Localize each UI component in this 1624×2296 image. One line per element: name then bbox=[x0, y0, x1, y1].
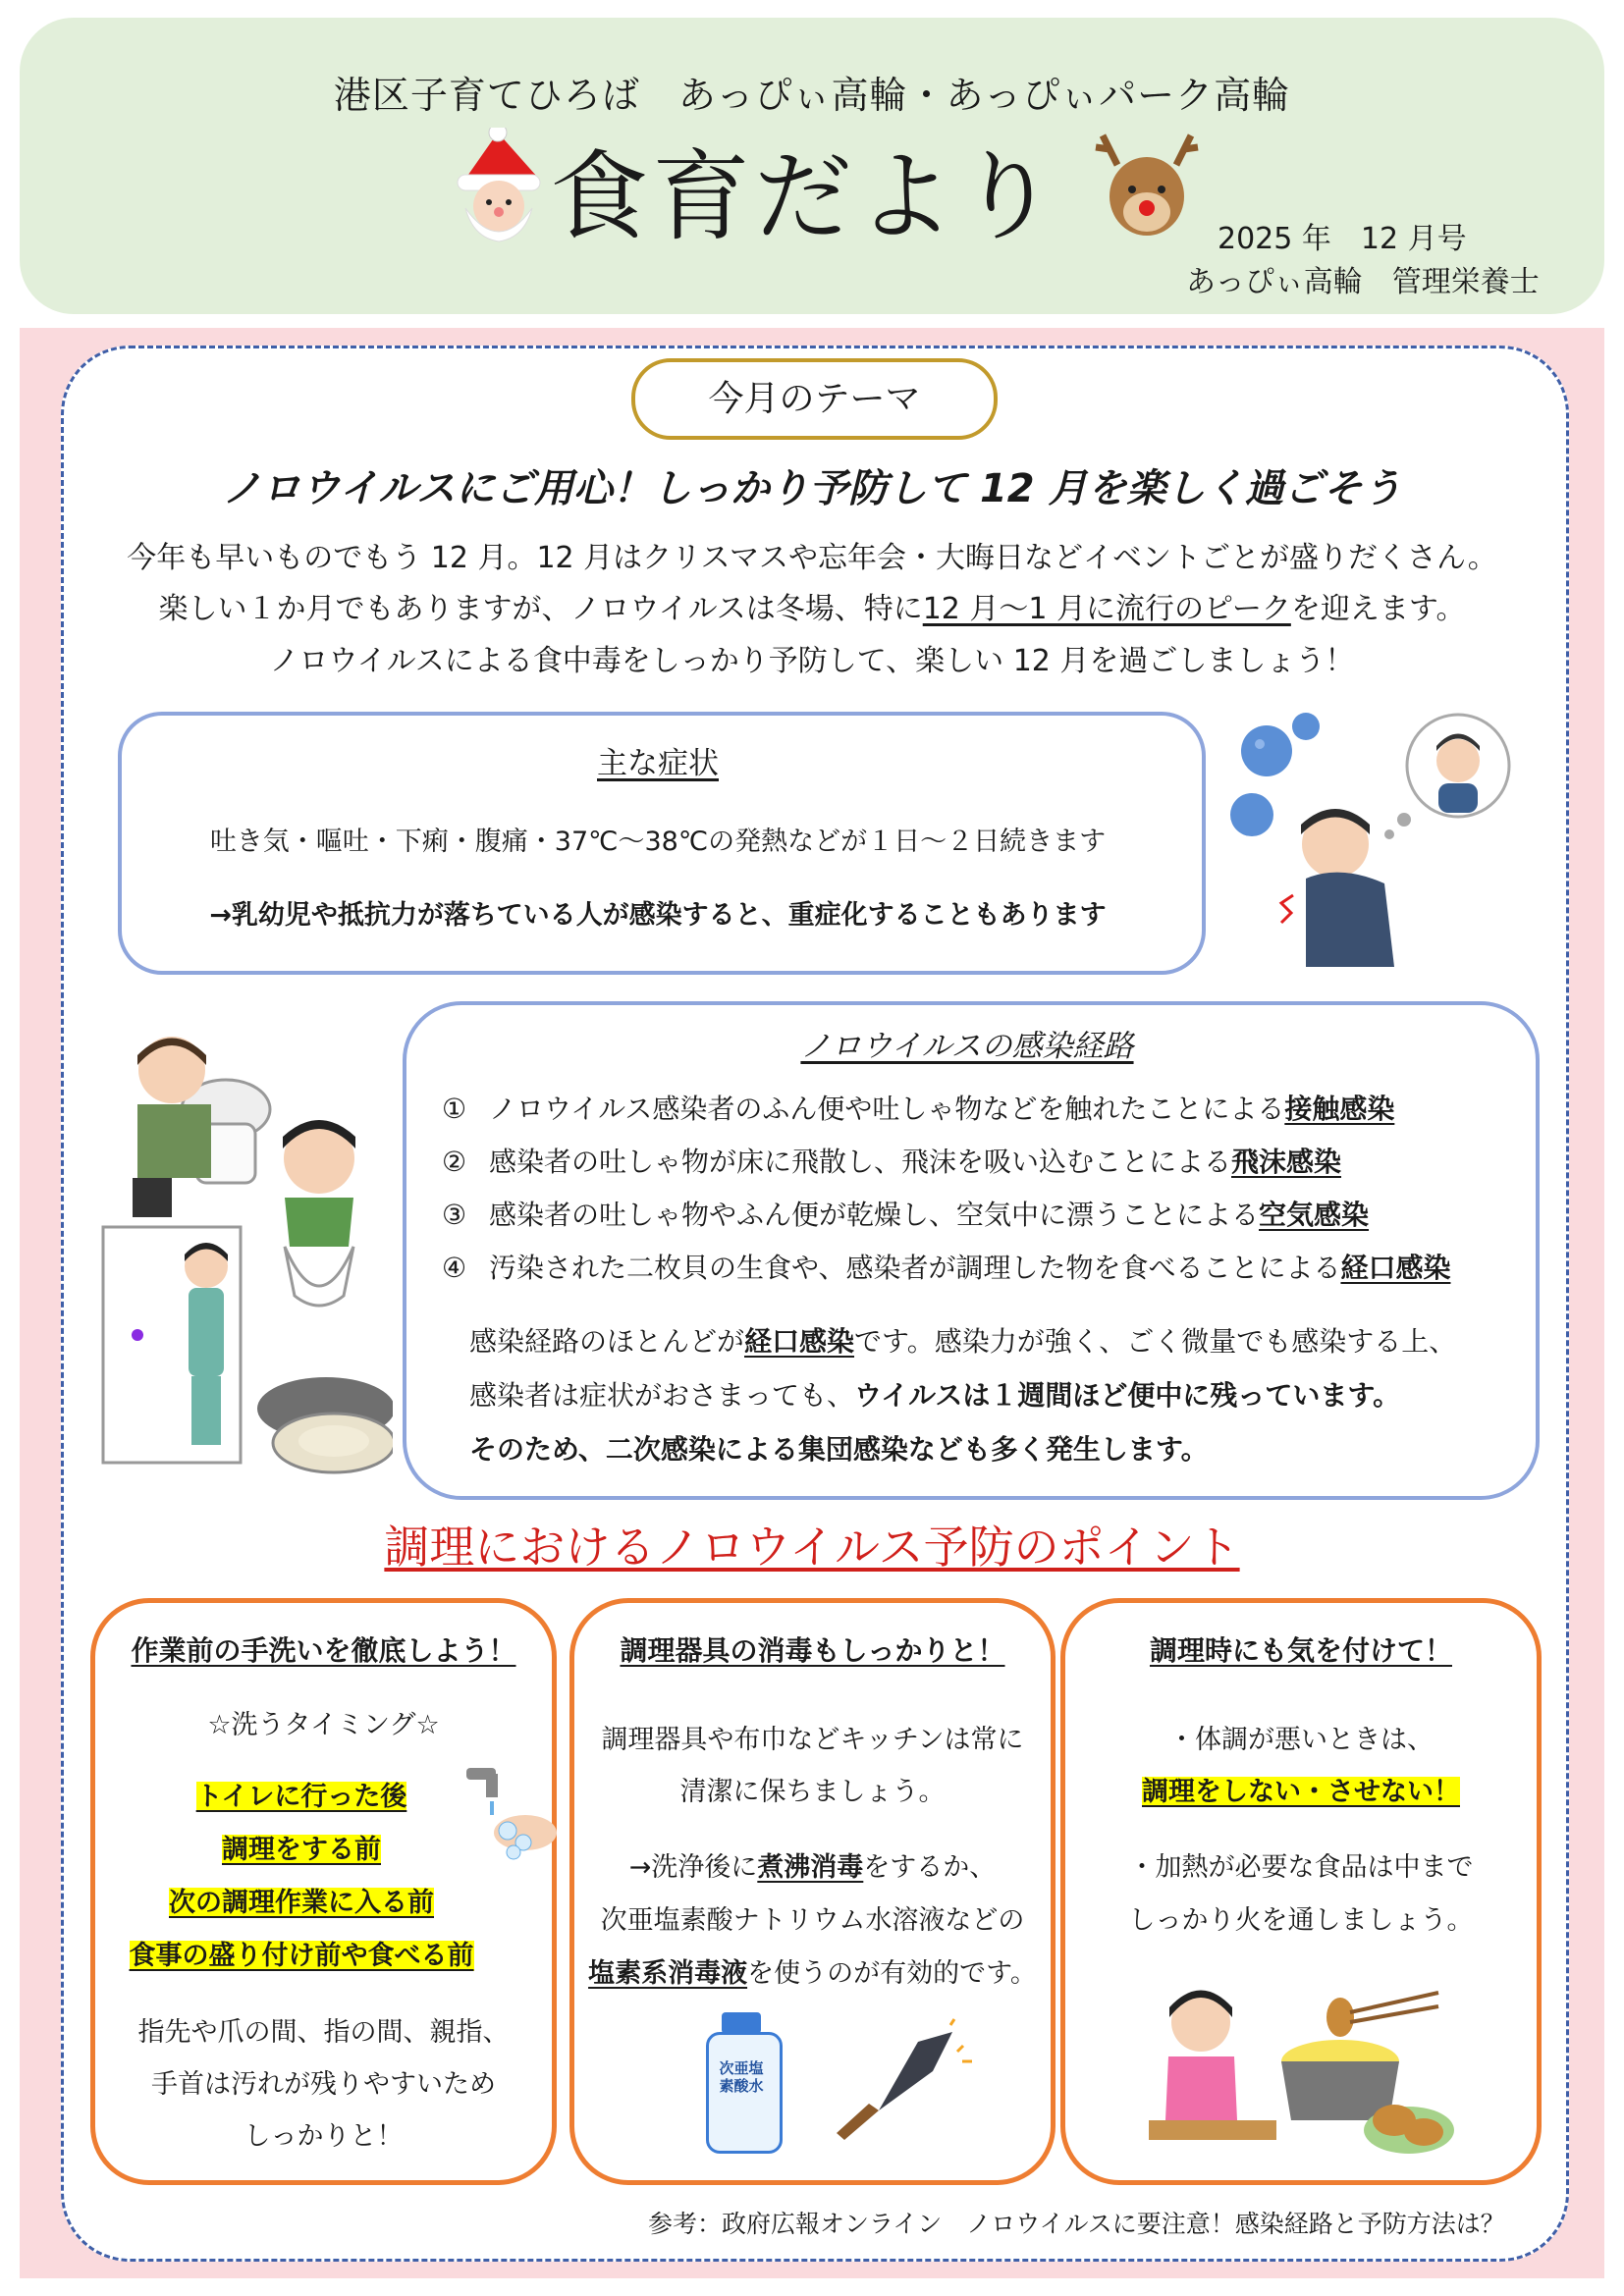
route-key: 飛沫感染 bbox=[1231, 1146, 1342, 1178]
wash-timing: ☆洗うタイミング☆ bbox=[207, 1710, 440, 1740]
timing-item bbox=[90, 1828, 513, 1866]
intro-line-2a: 楽しい１か月でもありますが、ノロウイルスは冬場、特に bbox=[158, 592, 923, 626]
symptoms-text: 吐き気・嘔吐・下痢・腹痛・37℃～38℃の発熱などが１日～２日続きます bbox=[209, 827, 1107, 857]
routes-note-2 bbox=[469, 1374, 1400, 1414]
route-number: ② bbox=[442, 1146, 467, 1178]
disinfectant-bottle-icon bbox=[702, 2012, 781, 2150]
route-item bbox=[442, 1247, 1450, 1286]
route-text: ノロウイルス感染者のふん便や吐しゃ物などを触れたことによる bbox=[489, 1093, 1285, 1125]
intro-line-3: ノロウイルスによる食中毒をしっかり予防して、楽しい 12 月を過ごしましょう！ bbox=[269, 644, 1355, 678]
sanitize-title: 調理器具の消毒もしっかりと！ bbox=[620, 1634, 1005, 1667]
do-not-cook-highlight: 調理をしない・させない！ bbox=[1142, 1777, 1460, 1807]
theme-label: 今月のテーマ bbox=[631, 358, 998, 440]
routes-note-1b: 経口感染 bbox=[744, 1325, 855, 1358]
sick-children-illustration bbox=[98, 1021, 393, 1482]
handwash-note-2: 手首は汚れが残りやすいため bbox=[151, 2069, 496, 2100]
theme-headline: ノロウイルスにご用心！しっかり予防して 12 月を楽しく過ごそう bbox=[222, 466, 1402, 511]
sick-person-illustration bbox=[1222, 707, 1546, 982]
intro-line-1: 今年も早いものでもう 12 月。12 月はクリスマスや忘年会・大晦日などイベントごとが盛りだくさん。 bbox=[127, 541, 1497, 575]
timing-meal: 食事の盛り付け前や食べる前 bbox=[129, 1941, 474, 1971]
timing-item bbox=[90, 1881, 513, 1919]
routes-note-1c: です。感染力が強く、ごく微量でも感染する上、 bbox=[854, 1325, 1457, 1358]
routes-note-1a: 感染経路のほとんどが bbox=[469, 1325, 745, 1358]
routes-note-1 bbox=[469, 1320, 1456, 1360]
route-key: 接触感染 bbox=[1284, 1093, 1395, 1125]
cooking-care-line-2 bbox=[1060, 1770, 1542, 1808]
timing-item bbox=[90, 1775, 513, 1813]
routes-note-2a: 感染者は症状がおさまっても、 bbox=[469, 1379, 855, 1412]
reference-note: 参考：政府広報オンライン ノロウイルスに要注意！感染経路と予防方法は？ bbox=[648, 2210, 1505, 2238]
handwashing-title: 作業前の手洗いを徹底しよう！ bbox=[131, 1634, 516, 1667]
routes-note-2b: ウイルスは１週間ほど便中に残っています。 bbox=[854, 1379, 1401, 1412]
symptoms-note: →乳幼児や抵抗力が落ちている人が感染すると、重症化することもあります bbox=[209, 900, 1107, 931]
cooking-care-title: 調理時にも気を付けて！ bbox=[1149, 1634, 1452, 1667]
chlorine-disinfectant: 塩素系消毒液 bbox=[588, 1958, 748, 1989]
timing-toilet: トイレに行った後 bbox=[195, 1782, 407, 1812]
route-item bbox=[442, 1141, 1341, 1180]
handwash-note-3: しっかりと！ bbox=[244, 2121, 404, 2152]
handwash-note-1: 指先や爪の間、指の間、親指、 bbox=[137, 2017, 510, 2048]
intro-peak: 12 月～1 月に流行のピーク bbox=[922, 592, 1291, 626]
newsletter-title: 食育だより bbox=[550, 139, 1060, 254]
sanitize-line-3 bbox=[569, 1845, 1056, 1884]
route-number: ① bbox=[442, 1093, 467, 1125]
route-number: ④ bbox=[442, 1252, 467, 1284]
sanitize-line-5b: を使うのが有効的です。 bbox=[747, 1958, 1037, 1989]
sanitize-utensils-box bbox=[569, 1598, 1056, 2185]
intro-line-2 bbox=[0, 584, 1624, 627]
bottle-label: 次亜塩素酸水 bbox=[719, 2059, 764, 2095]
route-text: 汚染された二枚貝の生食や、感染者が調理した物を食べることによる bbox=[489, 1252, 1341, 1284]
route-item bbox=[442, 1088, 1394, 1127]
cooking-illustration bbox=[1144, 1973, 1458, 2160]
handwash-icon bbox=[457, 1762, 565, 1870]
cooking-care-line-3: ・加熱が必要な食品は中まで bbox=[1128, 1852, 1474, 1883]
reindeer-icon bbox=[1088, 126, 1206, 243]
sanitize-line-3a: →洗浄後に bbox=[628, 1852, 758, 1883]
timing-item bbox=[90, 1934, 513, 1972]
sanitize-line-5 bbox=[569, 1951, 1056, 1990]
author: あっぴぃ高輪 管理栄養士 bbox=[1186, 265, 1540, 299]
route-text: 感染者の吐しゃ物が床に飛散し、飛沫を吸い込むことによる bbox=[489, 1146, 1232, 1178]
intro-line-2c: を迎えます。 bbox=[1290, 592, 1466, 626]
boiling-disinfection: 煮沸消毒 bbox=[757, 1852, 864, 1883]
route-text: 感染者の吐しゃ物やふん便が乾燥し、空気中に漂うことによる bbox=[489, 1199, 1260, 1231]
sanitize-line-2: 清潔に保ちましょう。 bbox=[679, 1777, 946, 1807]
infection-routes-title: ノロウイルスの感染経路 bbox=[800, 1029, 1134, 1064]
organization-name: 港区子育てひろば あっぴぃ高輪・あっぴぃパーク高輪 bbox=[333, 74, 1291, 117]
route-key: 空気感染 bbox=[1259, 1199, 1370, 1231]
symptoms-title: 主な症状 bbox=[597, 746, 719, 781]
route-item bbox=[442, 1194, 1369, 1233]
prevention-points-title: 調理におけるノロウイルス予防のポイント bbox=[384, 1521, 1240, 1574]
cooking-care-line-4: しっかり火を通しましょう。 bbox=[1128, 1905, 1474, 1936]
issue-date: 2025 年 12 月号 bbox=[1218, 222, 1467, 256]
timing-next-task: 次の調理作業に入る前 bbox=[169, 1888, 434, 1918]
santa-icon bbox=[444, 128, 552, 245]
knife-icon bbox=[825, 2017, 972, 2145]
cooking-care-line-1: ・体調が悪いときは、 bbox=[1168, 1725, 1434, 1755]
sanitize-line-1: 調理器具や布巾などキッチンは常に bbox=[601, 1725, 1024, 1755]
timing-cooking: 調理をする前 bbox=[222, 1835, 381, 1865]
routes-note-3: そのため、二次感染による集団感染なども多く発生します。 bbox=[469, 1433, 1209, 1466]
route-number: ③ bbox=[442, 1199, 467, 1231]
sanitize-line-4: 次亜塩素酸ナトリウム水溶液などの bbox=[600, 1905, 1025, 1936]
sanitize-line-3c: をするか、 bbox=[863, 1852, 997, 1883]
route-key: 経口感染 bbox=[1340, 1252, 1451, 1284]
